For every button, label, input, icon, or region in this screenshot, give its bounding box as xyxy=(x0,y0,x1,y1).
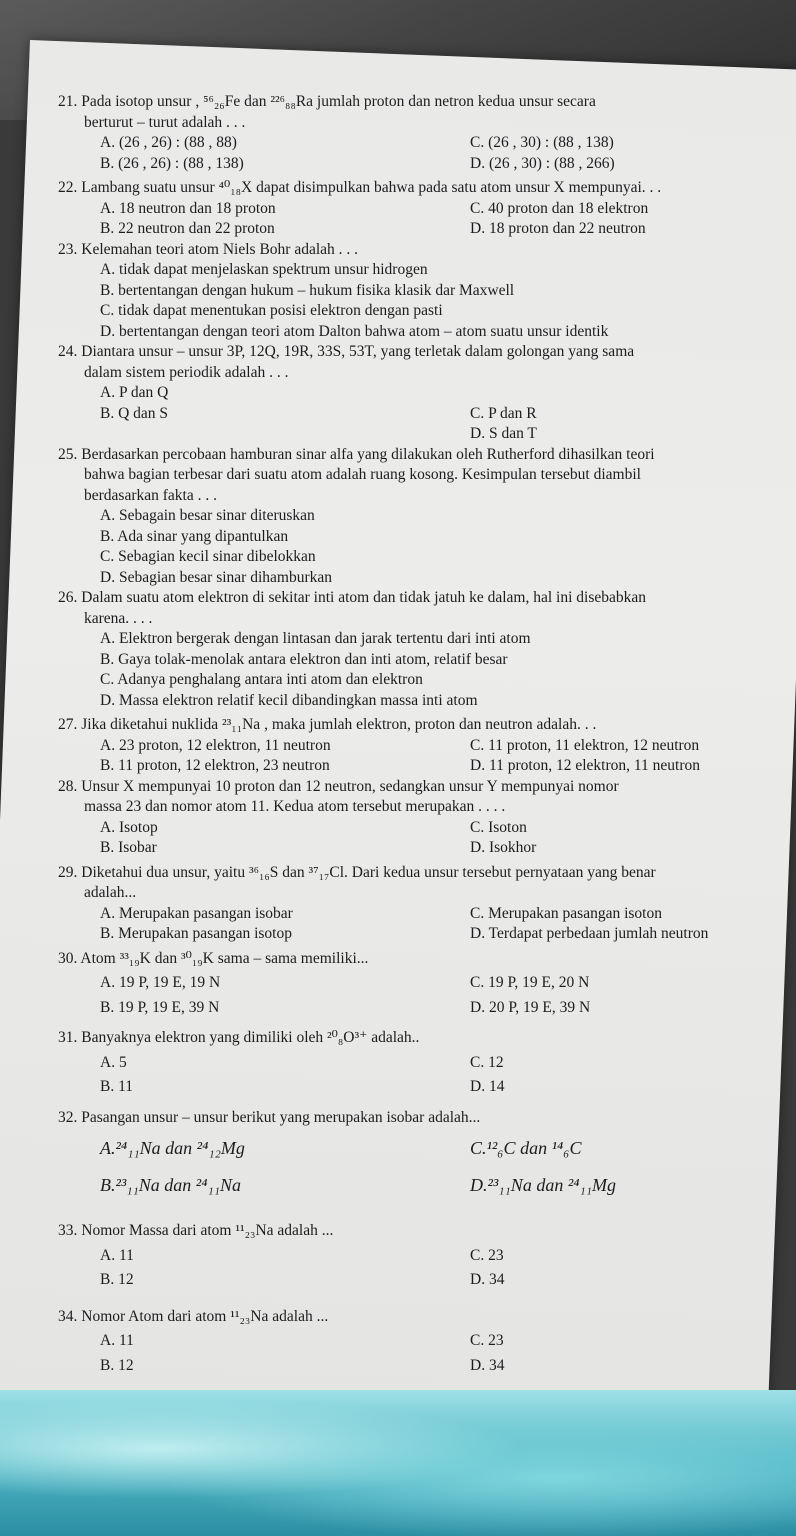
option-c: C. 23 xyxy=(470,1332,504,1349)
option-a: A. 23 proton, 12 elektron, 11 neutron xyxy=(100,736,331,754)
question-32 xyxy=(58,1108,778,1196)
question-24 xyxy=(58,342,778,445)
question-33 xyxy=(58,1221,778,1291)
option-a: A. P dan Q xyxy=(100,384,169,401)
question-text: 22. Lambang suatu unsur ⁴⁰₁₈X dapat disimpulkan bahwa pada satu atom unsur X mempunyai. . . xyxy=(58,179,662,196)
option-d: D.²³₁₁Na dan ²⁴₁₁Mg xyxy=(470,1174,616,1195)
option-c: C. Merupakan pasangan isoton xyxy=(470,904,662,922)
question-23 xyxy=(58,240,778,343)
option-d: D. Sebagian besar sinar dihamburkan xyxy=(100,568,333,586)
option-c: C. Sebagian kecil sinar dibelokkan xyxy=(100,548,316,565)
question-text-cont: adalah... xyxy=(84,884,137,901)
option-a: A. 5 xyxy=(100,1053,127,1071)
option-b: B. 11 xyxy=(100,1078,134,1095)
option-c: C. 11 proton, 11 elektron, 12 neutron xyxy=(470,736,700,754)
option-b: B. Ada sinar yang dipantulkan xyxy=(100,527,289,545)
question-text-cont: karena. . . . xyxy=(84,609,153,627)
option-c: C. Isoton xyxy=(470,818,527,836)
option-b: B. 12 xyxy=(100,1271,134,1288)
option-a: A. Isotop xyxy=(100,818,158,836)
question-text-cont: berturut – turut adalah . . . xyxy=(84,113,246,131)
option-c: C.¹²₆C dan ¹⁴₆C xyxy=(470,1138,582,1158)
option-c: C. tidak dapat menentukan posisi elektron dengan pasti xyxy=(100,302,443,319)
option-b: B. (26 , 26) : (88 , 138) xyxy=(100,154,244,172)
option-b: B. Q dan S xyxy=(100,404,169,422)
question-text: 28. Unsur X mempunyai 10 proton dan 12 neutron, sedangkan unsur Y mempunyai nomor xyxy=(58,777,619,795)
question-text: 32. Pasangan unsur – unsur berikut yang merupakan isobar adalah... xyxy=(58,1108,481,1126)
question-text: 21. Pada isotop unsur , ⁵⁶₂₆Fe dan ²²⁶₈₈Ra jumlah proton dan netron kedua unsur secara xyxy=(58,93,596,110)
question-text: 26. Dalam suatu atom elektron di sekitar inti atom dan tidak jatuh ke dalam, hal ini disebabkan xyxy=(58,589,646,606)
option-a: A. (26 , 26) : (88 , 88) xyxy=(100,134,237,151)
question-text: 27. Jika diketahui nuklida ²³₁₁Na , maka jumlah elektron, proton dan neutron adalah. . . xyxy=(58,716,597,733)
option-c: C. 40 proton dan 18 elektron xyxy=(470,199,649,217)
option-b: B. Isobar xyxy=(100,839,157,856)
option-d: D. 34 xyxy=(470,1271,505,1288)
exam-questions xyxy=(58,92,778,1376)
option-d: D. 11 proton, 12 elektron, 11 neutron xyxy=(470,757,701,774)
option-c: C. 23 xyxy=(470,1246,504,1264)
option-a: A.²⁴₁₁Na dan ²⁴₁₂Mg xyxy=(100,1138,245,1158)
option-a: A. Elektron bergerak dengan lintasan dan jarak tertentu dari inti atom xyxy=(100,630,531,647)
option-b: B. 19 P, 19 E, 39 N xyxy=(100,998,220,1016)
option-c: C. P dan R xyxy=(470,404,537,422)
option-a: A. 11 xyxy=(100,1332,134,1349)
option-d: D. 34 xyxy=(470,1356,505,1374)
question-34 xyxy=(58,1307,778,1377)
option-d: D. Massa elektron relatif kecil dibandingkan massa inti atom xyxy=(100,691,478,709)
question-text-cont: massa 23 dan nomor atom 11. Kedua atom tersebut merupakan . . . . xyxy=(84,798,506,815)
question-21 xyxy=(58,92,778,174)
question-text-cont: bahwa bagian terbesar dari suatu atom adalah ruang kosong. Kesimpulan tersebut diambil xyxy=(84,466,641,483)
question-22 xyxy=(58,178,778,240)
option-b: B. 12 xyxy=(100,1356,134,1374)
fabric-background xyxy=(0,1390,796,1536)
option-b: B.²³₁₁Na dan ²⁴₁₁Na xyxy=(100,1174,241,1195)
option-b: B. bertentangan dengan hukum – hukum fisika klasik dar Maxwell xyxy=(100,281,515,299)
question-30 xyxy=(58,949,778,1019)
question-text: 23. Kelemahan teori atom Niels Bohr adalah . . . xyxy=(58,240,359,258)
question-text: 33. Nomor Massa dari atom ¹¹₂₃Na adalah ... xyxy=(58,1222,334,1239)
question-text: 24. Diantara unsur – unsur 3P, 12Q, 19R, 33S, 53T, yang terletak dalam golongan yang sama xyxy=(58,343,635,360)
option-d: D. S dan T xyxy=(470,425,537,442)
option-b: B. Merupakan pasangan isotop xyxy=(100,925,292,942)
option-d: D. 18 proton dan 22 neutron xyxy=(470,220,646,237)
option-d: D. 14 xyxy=(470,1078,505,1095)
option-d: D. (26 , 30) : (88 , 266) xyxy=(470,154,615,172)
option-b: B. 11 proton, 12 elektron, 23 neutron xyxy=(100,757,330,774)
question-text: 31. Banyaknya elektron yang dimiliki oleh ²⁰₈O³⁺ adalah.. xyxy=(58,1029,420,1046)
question-26 xyxy=(58,588,778,711)
option-b: B. Gaya tolak-menolak antara elektron dan inti atom, relatif besar xyxy=(100,650,508,668)
option-a: A. 19 P, 19 E, 19 N xyxy=(100,974,221,991)
option-c: C. Adanya penghalang antara inti atom dan elektron xyxy=(100,671,423,688)
question-31 xyxy=(58,1028,778,1098)
question-text-cont2: berdasarkan fakta . . . xyxy=(84,486,217,504)
option-b: B. 22 neutron dan 22 proton xyxy=(100,220,275,237)
option-a: A. 18 neutron dan 18 proton xyxy=(100,199,276,217)
option-a: A. Merupakan pasangan isobar xyxy=(100,904,293,922)
option-d: D. bertentangan dengan teori atom Dalton bahwa atom – atom suatu unsur identik xyxy=(100,322,609,340)
question-28 xyxy=(58,777,778,859)
question-29 xyxy=(58,863,778,945)
option-a: A. Sebagain besar sinar diteruskan xyxy=(100,507,315,524)
question-text: 25. Berdasarkan percobaan hamburan sinar alfa yang dilakukan oleh Rutherford dihasilkan teori xyxy=(58,445,655,463)
question-27 xyxy=(58,715,778,777)
question-text: 34. Nomor Atom dari atom ¹¹₂₃Na adalah ... xyxy=(58,1307,329,1325)
question-text: 29. Diketahui dua unsur, yaitu ³⁶₁₆S dan ³⁷₁₇Cl. Dari kedua unsur tersebut pernyataan yang benar xyxy=(58,863,656,881)
option-a: A. 11 xyxy=(100,1246,134,1264)
question-25 xyxy=(58,445,778,589)
option-a: A. tidak dapat menjelaskan spektrum unsur hidrogen xyxy=(100,261,428,278)
option-c: C. 12 xyxy=(470,1053,504,1071)
option-d: D. 20 P, 19 E, 39 N xyxy=(470,998,591,1016)
option-c: C. 19 P, 19 E, 20 N xyxy=(470,974,590,991)
option-d: D. Terdapat perbedaan jumlah neutron xyxy=(470,925,709,942)
option-c: C. (26 , 30) : (88 , 138) xyxy=(470,134,614,151)
question-text: 30. Atom ³³₁₉K dan ³⁰₁₉K sama – sama memiliki... xyxy=(58,949,369,967)
option-d: D. Isokhor xyxy=(470,839,537,856)
question-text-cont: dalam sistem periodik adalah . . . xyxy=(84,363,289,381)
